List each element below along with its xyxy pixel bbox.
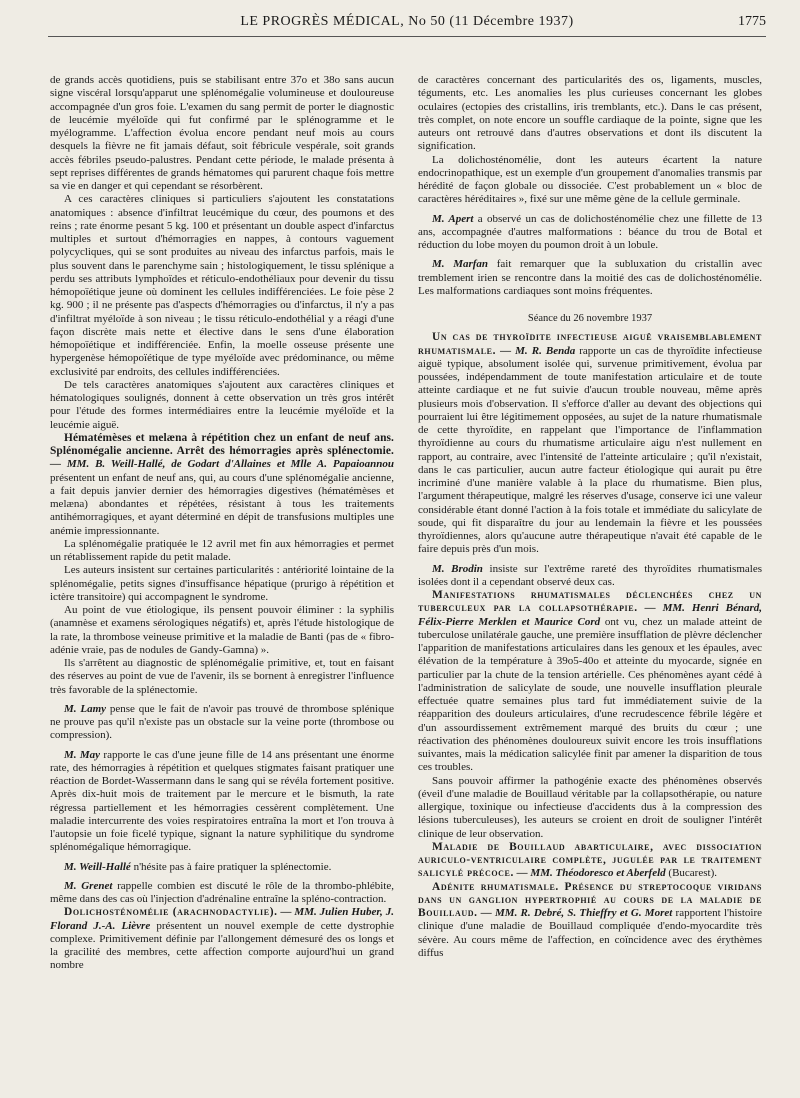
discussion-text: fait remarquer que la subluxation du cristallin avec tremblement irien se rencontre dans la moitié des cas de dolichosténomélie. Les malformations cardiaques sont moins fréquentes. xyxy=(418,258,763,297)
article-title: Maladie de Bouillaud abarticulaire, avec dissociation auriculo-ventriculaire complète, jugulée par le traitement salicylé précoce. xyxy=(418,840,762,880)
paragraph: La dolichosténomélie, dont les auteurs écartent la nature endocrinopathique, est un exemple d'un groupement d'anomalies transmis par hérédité de façon globale ou dissociée. C'est probablement un « bloc de caractères héréditaires », fixé sur une même gène de la cellule germinale. xyxy=(418,153,762,206)
right-column xyxy=(418,74,762,960)
article-body: présentent un nouvel exemple de cette dystrophie complexe. Primitivement définie par l'allongement démesuré des os longs et la gracilité des membres, cette affection comporte aujourd'hui un grand nombre xyxy=(50,919,395,972)
discussant-name: M. Grenet xyxy=(64,879,113,892)
paragraph: Les auteurs insistent sur certaines particularités : antériorité lointaine de la splénomégalie, petits signes d'insuffisance hépatique (prurigo à répétition et ictère transitoire) qui accompagnent le syndrome. xyxy=(50,564,394,603)
article-thyroidite xyxy=(418,331,762,556)
discussion-marfan xyxy=(418,258,762,298)
journal-title: LE PROGRÈS MÉDICAL, No 50 (11 Décembre 1937) xyxy=(240,14,574,29)
discussion-text: pense que le fait de n'avoir pas trouvé de thrombose splénique ne prouve pas qu'il n'existe pas un obstacle sur la veine porte (thrombose ou compression). xyxy=(50,702,394,742)
discussion-lamy xyxy=(50,703,394,743)
discussion-text: a observé un cas de dolichosténomélie chez une fillette de 13 ans, accompagnée d'autres malformations : béance du trou de Botal et réduction du lobe moyen du poumon droit à un lobule. xyxy=(418,212,762,251)
article-title: Adénite rhumatismale. Présence du streptocoque viridans dans un ganglion hypertrophié au cours de la maladie de Bouillaud. xyxy=(418,880,762,919)
discussion-brodin xyxy=(418,563,762,590)
discussion-text: insiste sur l'extrême rareté des thyroïdites rhumatismales isolées dont il a cependant observé deux cas. xyxy=(418,562,762,588)
article-body: rapportent l'histoire clinique d'une maladie de Bouillaud compliquée d'endo-myocardite très sévère. Au cours même de l'affection, en coïncidence avec des érythèmes diffus xyxy=(418,907,762,959)
article-title: Dolichosténomélie (arachnodactylie). xyxy=(64,906,278,919)
article-dolichostenomelie xyxy=(50,906,394,972)
discussion-text: n'hésite pas à faire pratiquer la splénectomie. xyxy=(133,860,332,873)
paragraph: de grands accès quotidiens, puis se stabilisant entre 37o et 38o sans aucun signe viscéral lorsqu'apparut une splénomégalie volumineuse et douloureuse accompagnée d'un gros foie. L'examen du sang permit de porter le diagnostic de leucémie myéloïde qui fut confirmé par le splénogramme et le myélogramme. L'affection évolua encore pendant neuf mois au cours desquels la fièvre ne fit jamais défaut, soit fébricule vespérale, soit grands accès fébriles pseudo-palustres. Pendant cette période, le malade présenta à sept reprises différentes de grands hématomes qui parurent chaque fois mettre sa vie en danger et qui cependant se résorbèrent. xyxy=(50,74,394,192)
discussion-apert xyxy=(418,213,762,253)
article-manifestations xyxy=(418,589,762,775)
article-body: ont vu, chez un malade atteint de tuberculose unilatérale gauche, une première insufflation de plèvre déclencher l'apparition de manifestations articulaires dans les genoux et les épaules, avec élévation de la température à 39o5-40o et atteinte du myocarde, signée en particulier par la chute de la tension artérielle. Ces phénomènes ayant cédé à l'administration de salicylate de soude, une nouvelle insufflation pleurale effectuée quatre semaines plus tard fut immédiatement suivie de la réapparition des douleurs articulaires, d'une recrudescence fébrile légère et d'un assourdissement extrêmement marqué des bruits du cœur ; une réactivation des phénomènes douloureux suivit encore les trois insufflations suivantes, mais la médication salicylée finit par amener la disparition de tous ces troubles. xyxy=(418,615,762,774)
paragraph: De tels caractères anatomiques s'ajoutent aux caractères cliniques et hématologiques soulignés, donnent à cette observation un très gros intérêt pour l'étude des formes intermédiaires entre la leucémie myéloïde et la leucémie aiguë. xyxy=(50,378,394,431)
discussion-text: rappelle combien est discuté le rôle de la thrombo-phlébite, même dans des cas où l'injection d'adrénaline entraîne la spléno-contraction. xyxy=(50,879,394,905)
page-number: 1775 xyxy=(738,14,766,29)
paragraph: A ces caractères cliniques si particuliers s'ajoutent les constatations anatomiques : absence d'infiltrat leucémique du cœur, des poumons et des reins ; rate énorme pesant 5 kg. 100 et présentant un double aspect d'infarctus multiples et surtout d'hémorragies en nappes, à contours vaguement polycycliques, qui se sont produites au niveau des infarctus parfois, mais le plus souvent dans le parenchyme sain ; histologiquement, le tissu splénique a perdu ses attributs lymphoïdes et réticulo-endothéliaux pour devenir du tissu hémopoïétique jeune où dominent les cellules indifférenciées. Le foie pèse 2 kg. 900 ; il ne présente pas d'aspects d'hémorragies ou d'infarctus, il n'y a pas d'infiltrat myéloïde à son niveau ; le tissu réticulo-endothélial y a réagi d'une façon discrète mais nette et élective dans le sens d'une élaboration hémopoïétique et indifférenciée. Enfin, la moelle osseuse présente une hypergenèse hémopoïétique de type myéloïde avec prédominance, ou même exclusivité par endroits, des cellules indifférenciées. xyxy=(50,193,394,378)
running-header xyxy=(48,14,766,34)
paragraph: Au point de vue étiologique, ils pensent pouvoir éliminer : la syphilis (anamnèse et examens sérologiques négatifs) et, après l'étude histologique de la rate, la thrombose veineuse primitive et la maladie de Banti (pas de « fibro-adénie vraie, pas de nodules de Gandy-Gamna) ». xyxy=(50,604,394,656)
discussion-grenet xyxy=(50,880,394,907)
article-adenite xyxy=(418,881,762,961)
paragraph: de caractères concernant des particularités des os, ligaments, muscles, téguments, etc. Les anomalies les plus curieuses concernant les globes oculaires (ectopies des cristallins, iris tremblants, etc.). Dans le cas présent, très complet, on note encore un souffle cardiaque de la pointe, signe que les auteurs ont retrouvé dans d'autres observations et dont ils discutent la signification. xyxy=(418,74,762,153)
article-authors: — MM. Julien Huber, J. Florand J.-A. Lièvre xyxy=(50,906,394,932)
article-body: rapporte un cas de thyroïdite infectieuse aiguë typique, absolument isolée qui, survenue primitivement, évolua par poussées, indépendamment de toute manifestation articulaire et de toute atteinte cardiaque et ne fut suivie d'aucun trouble nouveau, même après plusieurs mois d'observation. Il s'efforce d'aller au devant des objections qui pourraient lui être légitimement opposées, au sujet de la nature rhumatismale de cette thyroïdite, en rappelant que l'importance de l'inflammation thyroïdienne au cours du rhumatisme articulaire aigu n'est nullement en rapport, au contraire, avec l'intensité de l'atteinte articulaire ; qu'il n'existait, dans le cas particulier, aucun autre facteur étiologique qui aurait pu être incriminé d'une manière valable à la place du rhumatisme. Bien plus, l'argument thérapeutique, malgré les réserves d'usage, conserve ici une valeur considérable étant donné l'action à la fois totale et immédiate du salicylate de soude, qui fit disparaître du jour au lendemain la fièvre et les poussées thyroïdiennes, alors qu'aucune autre thérapeutique n'avait été capable de le faire depuis près d'un mois. xyxy=(418,344,762,556)
article-authors: — MM. R. Debré, S. Thieffry et G. Moret xyxy=(480,907,673,919)
article-body: (Bucarest). xyxy=(668,867,717,880)
discussant-name: M. May xyxy=(64,748,101,761)
article-authors: — MM. B. Weill-Hallé, de Godart d'Allaines et Mlle A. Papaioannou xyxy=(50,458,394,471)
article-authors: — M. R. Benda xyxy=(500,344,576,357)
discussion-weill-halle xyxy=(50,861,394,874)
article-title: Un cas de thyroïdite infectieuse aiguë vraisemblablement rhumatismale. xyxy=(418,331,762,357)
paragraph: Sans pouvoir affirmer la pathogénie exacte des phénomènes observés (éveil d'une maladie de Bouillaud véritable par la collapsothérapie, ou nature allergique, toxinique ou infectieuse d'accidents dus à la compression des lésions tuberculeuses), les auteurs se croient en droit de souligner l'intérêt clinique de leur observation. xyxy=(418,774,762,840)
discussant-name: M. Marfan xyxy=(432,258,489,271)
article-bouillaud xyxy=(418,841,762,881)
paragraph: La splénomégalie pratiquée le 12 avril met fin aux hémorragies et permet un rétablissement rapide du petit malade. xyxy=(50,537,394,563)
discussant-name: M. Weill-Hallé xyxy=(64,860,131,873)
article-body: présentent un enfant de neuf ans, qui, au cours d'une splénomégalie ancienne, a fait depuis janvier dernier des hémorragies digestives (hématémèses et melæna) abondantes et répétées, résistant à tous les traitements antihémorragiques, et ayant déterminé en dépit de transfusions multiples une anémie impressionnante. xyxy=(50,471,394,537)
session-date: Séance du 26 novembre 1937 xyxy=(527,313,653,324)
discussion-may xyxy=(50,749,394,855)
article-hematemeses xyxy=(50,432,394,538)
article-authors: — MM. Henri Bénard, Félix-Pierre Merklen et Maurice Cord xyxy=(418,602,763,628)
discussant-name: M. Brodin xyxy=(432,562,483,575)
article-authors: — MM. Théodoresco et Aberfeld xyxy=(516,867,666,880)
article-title: Hématémèses et melæna à répétition chez un enfant de neuf ans. Splénomégalie ancienne. Arrêt des hémorragies après splénectomie. xyxy=(50,431,394,457)
left-column xyxy=(50,74,394,973)
discussion-text: rapporte le cas d'une jeune fille de 14 ans présentant une énorme rate, des hémorragies à répétition et quelques stigmates faisant pratiquer une réaction de Bordet-Wassermann dans le sang qui se révéla fortement positive. Après dix-huit mois de traitement par le mercure et le bismuth, la rate régressa partiellement et les hémorragies cessèrent complètement. Une maladie intercurrente des voies respiratoires entraîna la mort et l'on trouva à l'autopsie un foie ficelé typique, signant la nature syphilitique du syndrome splénomégalique hémorragique. xyxy=(50,748,394,854)
paragraph: Ils s'arrêtent au diagnostic de splénomégalie primitive, et, tout en faisant des réserves au point de vue de l'avenir, ils se bornent à enregistrer l'influence très favorable de la splénectomie. xyxy=(50,657,394,696)
discussant-name: M. Lamy xyxy=(64,702,107,715)
header-rule xyxy=(48,36,766,37)
discussant-name: M. Apert xyxy=(432,212,474,225)
article-title: Manifestations rhumatismales déclenchées chez un tuberculeux par la collapsothérapie. xyxy=(418,589,762,615)
